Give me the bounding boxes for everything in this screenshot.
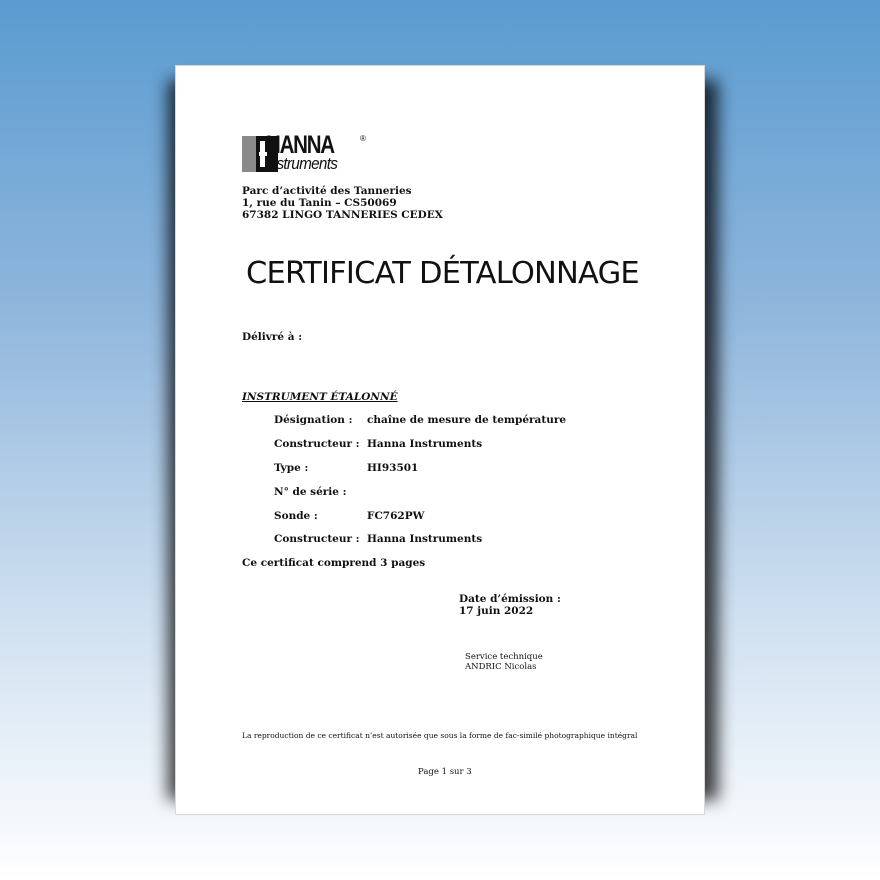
field-value: Hanna Instruments: [367, 533, 483, 545]
signature-department: Service technique: [465, 652, 543, 662]
registered-mark: ®: [360, 134, 366, 143]
section-title: INSTRUMENT ÉTALONNÉ: [242, 391, 398, 403]
signature-name: ANDRIC Nicolas: [465, 662, 537, 672]
brand-name: HANNA: [266, 131, 334, 159]
page-number: Page 1 sur 3: [418, 767, 472, 777]
field-value: chaîne de mesure de température: [367, 414, 567, 426]
field-label: Constructeur :: [274, 533, 360, 545]
signature-block: [465, 652, 543, 672]
field-label: Constructeur :: [274, 438, 360, 450]
issue-date-label: Date d’émission :: [459, 593, 561, 605]
field-label: Désignation :: [274, 414, 353, 426]
field-label: N° de série :: [274, 486, 347, 498]
certificate-page: [175, 65, 705, 815]
brand-subtitle: instruments: [266, 154, 338, 173]
field-label: Sonde :: [274, 510, 318, 522]
field-value: FC762PW: [367, 510, 425, 522]
address-line: Parc d’activité des Tanneries: [242, 185, 412, 197]
footer-note: La reproduction de ce certificat n’est autorisée que sous la forme de fac-similé photographique intégral: [242, 731, 638, 740]
address-line: 1, rue du Tanin – CS50069: [242, 197, 397, 209]
company-address: [242, 185, 443, 221]
field-label: Type :: [274, 462, 309, 474]
field-value: Hanna Instruments: [367, 438, 483, 450]
field-value: HI93501: [367, 462, 419, 474]
document-title: CERTIFICAT DÉTALONNAGE: [246, 256, 639, 291]
address-line: 67382 LINGO TANNERIES CEDEX: [242, 209, 443, 221]
pages-note: Ce certificat comprend 3 pages: [242, 557, 426, 569]
delivered-to-label: Délivré à :: [242, 331, 303, 343]
issue-date: 17 juin 2022: [459, 605, 534, 617]
company-logo: [242, 131, 372, 176]
